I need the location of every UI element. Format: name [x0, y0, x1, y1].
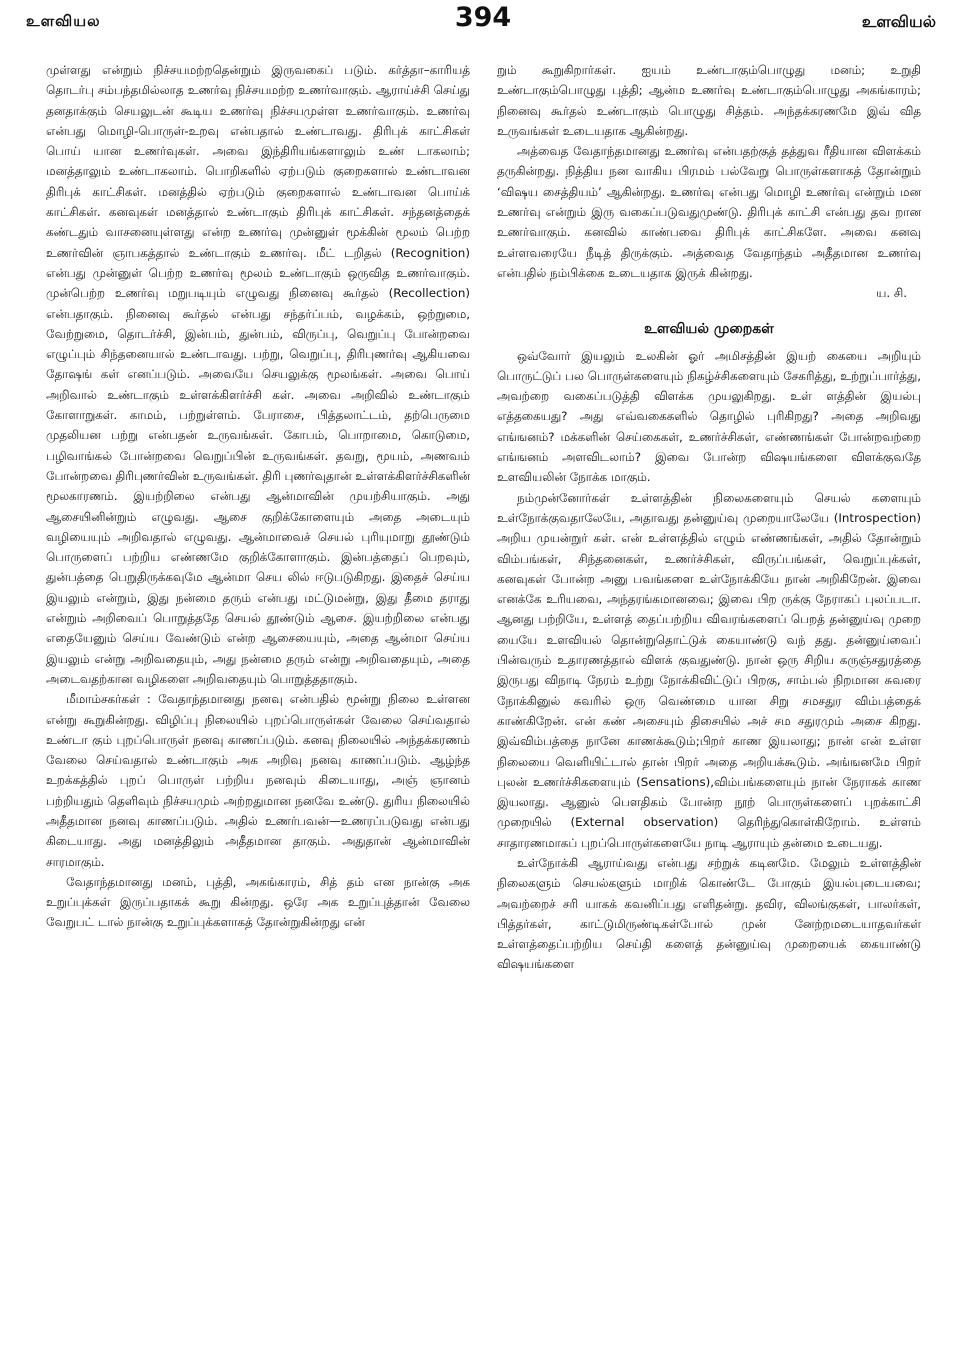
running-title-left: உளவியல [26, 12, 101, 30]
paragraph: றும் கூறுகிறார்கள். ஐயம் உண்டாகும்பொழுது மனம்; உறுதி உண்டாகும்பொழுது புத்தி; ஆன்ம உணர்வு உண்டாகும்பொழுது அகங்காரம்; நினைவு கூர்தல் உண்டாகும் பொழுது சித்தம். அந்தக்கரணமே இவ் வித உருவங்கள் உடையதாக ஆகின்றது. [497, 63, 921, 138]
section-heading: உளவியல் முறைகள் [644, 320, 774, 337]
paragraph: ஒவ்வோர் இயலும் உலகின் ஓர் அமிசத்தின் இயற் கையை அறியும் பொருட்டுப் பல பொருள்களையும் நிகழ்ச்சிகளையும் சேகரித்து, உற்றுப்பார்த்து, அவற்றை வகைப்படுத்தி விளக்க முயலுகிறது. உள் ளத்தின் இயல்பு எத்தகையது? அது எவ்வகைகளில் தொழில் புரிகிறது? அதை அறிவது எங்ஙனம்? மக்களின் செய்கைகள், உணர்ச்சிகள், எண்ணங்கள் போன்றவற்றை எங்ஙனம் அளவிடலாம்? இவை போன்ற விஷயங்களை விளக்குவதே உளவியலின் நோக்க மாகும். [497, 348, 921, 485]
author-initials: ய. சி. [876, 286, 907, 301]
paragraph: உள்நோக்கி ஆராய்வது என்பது சற்றுக் கடினமே. மேலும் உள்ளத்தின் நிலைகளும் செயல்களும் மாறிக் கொண்டே போகும் இயல்புடையவை; அவற்றைச் சரி யாகக் கவனிப்பது எளிதன்று. தவிர, விலங்குகள், பாலர்கள், பித்தர்கள், காட்டுமிருண்டிகள்போல் முன் னேற்றமடையாதவர்கள் உள்ளத்தைப்பற்றிய செய்தி களைத் தன்னுய்வு முறையைக் கையாண்டு விஷயங்களை [497, 855, 921, 972]
paragraph: அத்வைத வேதாந்தமானது உணர்வு என்பதற்குத் தத்துவ ரீதியான விளக்கம் தருகின்றது. நித்திய நன வாகிய பிரமம் பல்வேறு பொருள்களாகத் தோன்றும் ‘விஷய சைத்தியம்’ ஆகின்றது. உணர்வு என்பது மொழி உணர்வு என்றும் மன உணர்வு என்றும் இரு வகைப்படுவதுமுண்டு. திரிபுக் காட்சி என்பது தவ றான உணர்வாகும். கனவில் காண்பவை திரிபுக் காட்சிகளே. அவை கனவு உள்ளவரையே நீடித் திருக்கும். அத்வைத வேதாந்தம் அதீதமான உணர்வு என்பதில் நம்பிக்கை உடையதாக இருக் கின்றது. [497, 144, 921, 280]
author-signature-row [497, 283, 921, 303]
right-column [497, 60, 921, 975]
paragraph: நம்முன்னோர்கள் உள்ளத்தின் நிலைகளையும் செயல் களையும் உள்நோக்குவதாலேயே, அதாவது தன்னுய்வு முறையாலேயே (Introspection) அறிய முயன்றுர் கள். என் உள்ளத்தில் எழும் எண்ணங்கள், அதில் தோன்றும் விம்பங்கள், சிந்தனைகள், உணர்ச்சிகள், விருப்பங்கள், வெறுப்புக்கள், கனவுகள் போன்ற அனு பவங்களை உள்நோக்கியே நான் அறிகிறேன். இவை எனக்கே உரியவை, அந்தரங்கமானவை; இவை பிற ருக்கு நேராகப் புலப்படா. ஆனது பற்றியே, உள்ளத் தைப்பற்றிய விவரங்களைப் பெறத் தன்னுய்வு முறை யையே உளவியல் தொன்றுதொட்டுக் கையாண்டு வந் தது. தன்னுய்வைப் பின்வரும் உதாரணத்தால் விளக் குவதுண்டு. நான் ஒரு சிறிய கருஞ்சதுரத்தை இருபது விநாடி நேரம் உற்று நோக்கிவிட்டுப் பிறகு, சாம்பல் நிறமான சுவரை நோக்கினுல் சுவரில் ஒரு வெண்மை யான சிறு சமசதுர விம்பத்தைக் காண்கிறேன். என் கண் அசையும் திசையில் அச் சம சதுரமும் அசை கிறது. இவ்விம்பத்தை நானே காணக்கூடும்;பிறர் காண இயலாது; நான் என் உள்ள நிலையை வெளியிட்டால் தான் பிறர் அதை அறியக்கூடும். அங்ஙனமே பிறர் புலன் உணர்ச்சிகளையும் (Sensations),விம்பங்களையும் நான் நேராகக் காண இயலாது. ஆனுல் பௌதிகம் போன்ற நூற் பொருள்களைப் புறக்காட்சி முறையில் (External observation) தெரிந்துகொள்கிறோம். உள்ளம் சாதாரணமாகப் புறப்பொருள்களையே நாடி ஆராயும் தன்மை உடையது. [497, 490, 921, 850]
paragraph: வேதாந்தமானது மனம், புத்தி, அகங்காரம், சித் தம் என நான்கு அக உறுப்புக்கள் இருப்பதாகக் கூறு கின்றது. ஒரே அக உறுப்புத்தான் வேலை வேறுபட் டால் நான்கு உறுப்புக்களாகத் தோன்றுகின்றது என் [46, 874, 470, 930]
paragraph: முள்ளது என்றும் நிச்சயமற்றதென்றும் இருவகைப் படும். கர்த்தா–காரியத் தொடர்பு சம்பந்தமில்லாத உணர்வு நிச்சயமற்ற உணர்வாகும். ஆராய்ச்சி செய்து தனதாக்கும் செயலுடன் கூடிய உணர்வு நிச்சயமுள்ள உணர்வாகும். உணர்வு என்பது மொழி-பொருள்-உறவு என்பதால் உண்டாவது. திரிபுக் காட்சிகள் பொய் யான உணர்வுகள். அவை இந்திரியங்களாலும் உண் டாகலாம்; மனத்தாலும் உண்டாகலாம். பொறிகளில் ஏற்படும் குறைகளால் உண்டாவன திரிபுக் காட்சிகள். மனத்தில் ஏற்படும் குறைகளால் உண்டாவன பொய்க் காட்சிகள். கனவுகள் மனத்தால் உண்டாகும் திரிபுக் காட்சிகள். சந்தனத்தைக் கண்டதும் வாசனையுள்ளது என்ற உணர்வு முன்னுள் மூக்கின் மூலம் பெற்ற உணர்வின் ஞாபகத்தால் உண்டாகும் உணர்வு. மீட் டறிதல் (Recognition) என்பது முன்னுள் பெற்ற உணர்வு மூலம் உண்டாகும் ஒருவித உணர்வாகும். முன்பெற்ற உணர்வு மறுபடியும் எழுவது நினைவு கூர்தல் (Recollection) என்பதாகும். நினைவு கூர்தல் என்பது சந்தர்ப்பம், வழக்கம், ஒற்றுமை, வேற்றுமை, தொடர்ச்சி, இன்பம், துன்பம், விருப்பு, வெறுப்பு போன்றவை எழுப்பும் சிந்தனையால் உண்டாவது. பற்று, வெறுப்பு, திரிபுணர்வு ஆகியவை தோஷங் கள் எனப்படும். அவையே செயலுக்கு மூலங்கள். அவை பொய் அறிவால் உண்டாகும் உள்ளக்கிளர்ச்சி கள். அவை அறிவில் உண்டாகும் கோளாறுகள். காமம், பற்றுள்ளம். பேராசை, பித்தலாட்டம், தற்பெருமை முதலியன பற்று என்பதன் உருவங்கள். கோபம், பொறாமை, கொடுமை, பழிவாங்கல் போன்றவை வெறுப்பின் உருவங்கள். தவறு, மூயம், அணவம் போன்றவை திரிபுணர்வின் உருவங்கள். திரி புணர்வுதான் உள்ளக்கிளர்ச்சிகளின் மூலகாரணம். இயற்றிலை என்பது ஆன்மாவின் முயற்சியாகும். அது ஆசையினின்றும் எழுவது. ஆசை குறிக்கோளையும் அதை அடையும் வழியையும் அறிவதால் எழுவது. ஆன்மாவைச் செயல் புரியுமாறு தூண்டும் பொருளைப் பற்றிய எண்ணமே குறிக்கோளாகும். இன்பத்தைப் பெறவும், துன்பத்தை பெறுதிருக்கவுமே ஆன்மா செய லில் ஈடுபடுகிறது. இதைச் செய்ய இயலும் என்றும், இது நன்மை தரும் என்பது மட்டுமன்று, இது தீமை தராது என்றும் அறிவைப் பொறுத்ததே செயல் தூண்டும் ஆசை. இயற்றிலை என்பது எதையேனும் செய்ய வேண்டும் என்ற ஆசையையும், அதை ஆன்மா செய்ய இயலும் என்று அறிவதையும், அது நன்மை தரும் என்று அறிவதையும், அதை அடைவதற்கான வழிகளை அறிவதையும் பொறுத்ததாகும். [46, 63, 470, 686]
page-header [0, 0, 966, 40]
running-title-right: உளவியல் [861, 12, 936, 31]
paragraph: மீமாம்சகர்கள் : வேதாந்தமானது நனவு என்பதில் மூன்று நிலை உள்ளன என்று கூறுகின்றது. விழிப்பு நிலையில் புறப்பொருள்கள் வேலை செய்வதால் உண்டா கும் புறப்பொருள் நனவு காணப்படும். கனவு நிலையில் அந்தக்கரணம் வேலை செய்வதால் உண்டாகும் அக அறிவு நனவு காணப்படும். ஆழ்ந்த உறக்கத்தில் புறப் பொருள் பற்றிய நனவும் கிடையாது, அஞ் ஞானம் பற்றியதும் தெளிவும் நிச்சயமும் அற்றதுமான நனவே உண்டு. துரிய நிலையில் அதீதமான நனவு காணப்படும். அதில் உணர்பவன்—உணரப்படுவது என்பது கிடையாது. அது மனத்திலும் அதீதமான தாகும். அதுதான் ஆன்மாவின் சாரமாகும். [46, 692, 470, 869]
page-number: 394 [454, 2, 512, 33]
left-column [46, 60, 470, 933]
